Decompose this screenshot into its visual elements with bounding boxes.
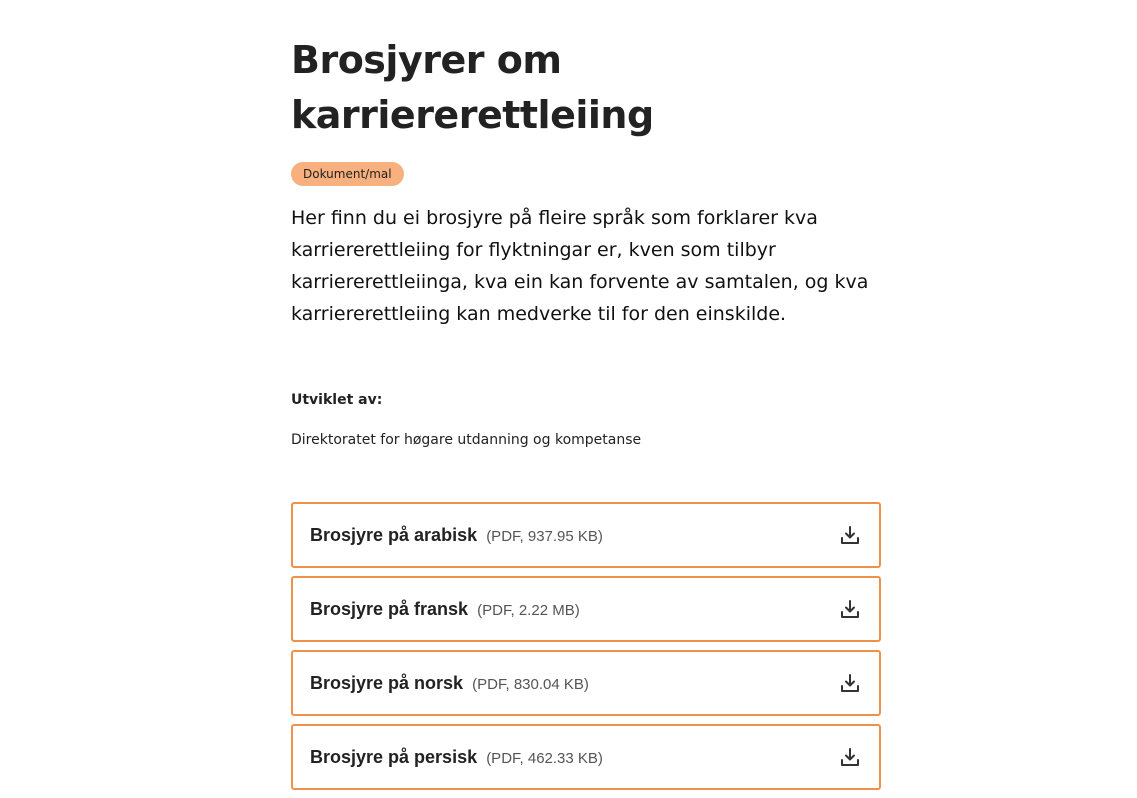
page-title: Brosjyrer om karriererettleiing [291,38,654,137]
download-file-info: (PDF, 2.22 MB) [477,601,580,619]
download-text [310,525,603,546]
download-icon [839,746,861,768]
download-title: Brosjyre på arabisk [310,524,478,545]
download-link-arabisk[interactable] [291,502,881,568]
download-list [291,502,881,798]
download-link-norsk[interactable] [291,650,881,716]
download-link-fransk[interactable] [291,576,881,642]
download-title: Brosjyre på persisk [310,746,478,767]
download-text [310,673,589,694]
download-icon [839,672,861,694]
developed-by-value: Direktoratet for høgare utdanning og kompetanse [291,432,642,448]
download-title: Brosjyre på norsk [310,672,464,693]
download-icon [839,524,861,546]
download-file-info: (PDF, 937.95 KB) [486,527,603,545]
download-file-info: (PDF, 462.33 KB) [486,749,603,767]
developed-by-label: Utviklet av: [291,392,383,408]
download-title: Brosjyre på fransk [310,598,469,619]
content-type-tag: Dokument/mal [291,162,404,186]
download-text [310,747,603,768]
download-file-info: (PDF, 830.04 KB) [472,675,589,693]
download-text [310,599,580,620]
intro-paragraph: Her finn du ei brosjyre på fleire språk som forklarer kva karriererettleiing for flyktningar er, kven som tilbyr karriererettleiinga, kva ein kan forvente av samtalen, og kva karriererettleiing kan medverke til for den einskilde. [291,207,869,325]
download-link-persisk[interactable] [291,724,881,790]
download-icon [839,598,861,620]
